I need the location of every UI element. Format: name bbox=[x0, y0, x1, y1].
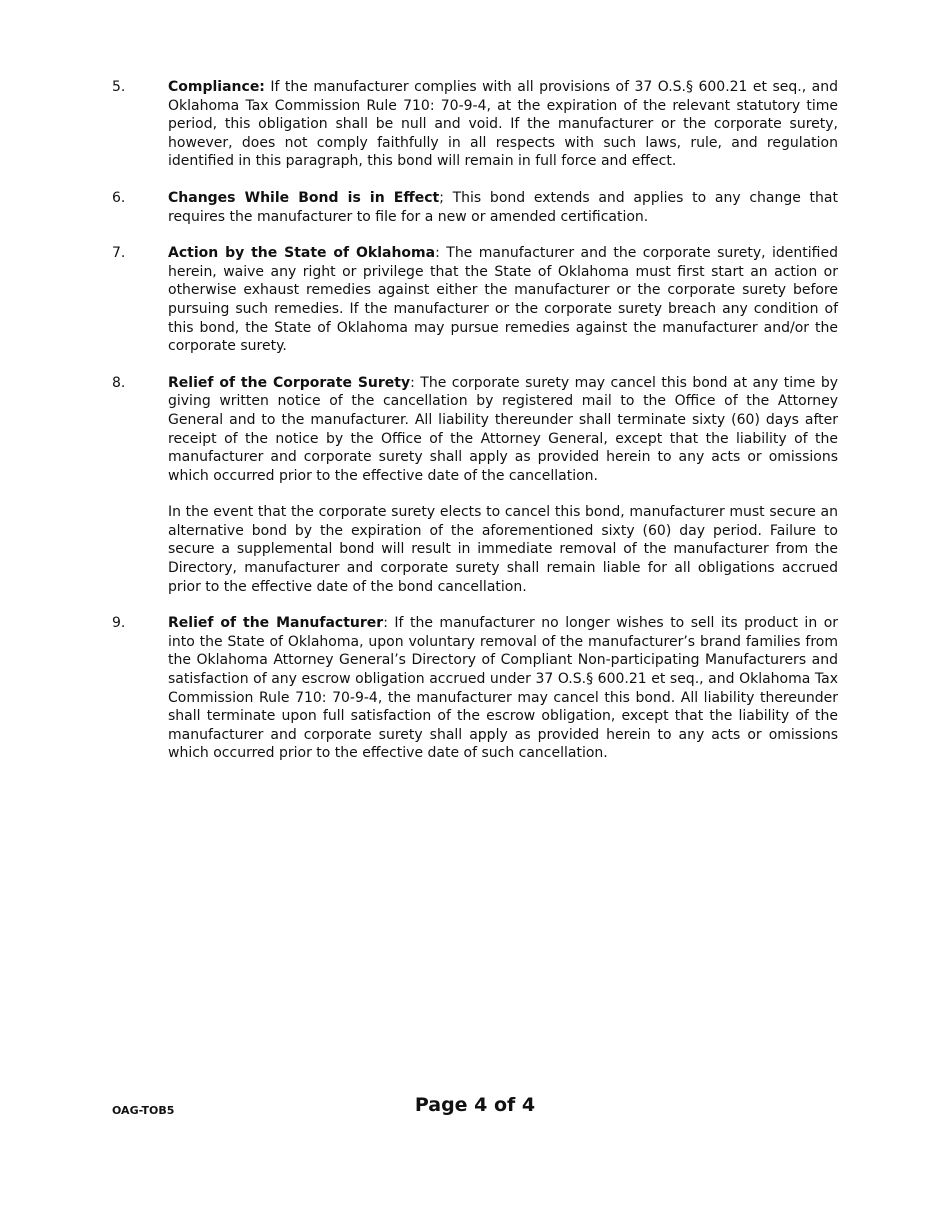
clause-text: : The manufacturer and the corporate surety, identified herein, waive any right or privilege that the State of Oklahoma must first start an action or otherwise exhaust remedies against either the manufacturer or the corporate surety before pursuing such remedies. If the manufacturer or the corporate surety breach any condition of this bond, the State of Oklahoma may pursue remedies against the manufacturer and/or the corporate surety. bbox=[168, 245, 838, 355]
clause-6 bbox=[112, 189, 840, 226]
clause-9 bbox=[112, 614, 840, 763]
page-number: Page 4 of 4 bbox=[414, 1094, 536, 1116]
clause-heading: Compliance: bbox=[168, 79, 265, 95]
numbered-clauses bbox=[112, 78, 840, 781]
clause-heading: Relief of the Corporate Surety bbox=[168, 374, 411, 391]
clause-number: 7. bbox=[112, 245, 126, 262]
clause-heading: Relief of the Manufacturer bbox=[168, 615, 384, 632]
clause-text: If the manufacturer complies with all provisions of 37 O.S.§ 600.21 et seq., and Oklahoma Tax Commission Rule 710: 70-9-4, at the expiration of the relevant statutory time period, this obligation shall be null and void. If the manufacturer or the corporate surety, however, does not comply faithfully in all respects with such laws, rule, and regulation identified in this paragraph, this bond will remain in full force and effect. bbox=[168, 79, 838, 170]
clause-body bbox=[168, 189, 838, 226]
clause-text: : The corporate surety may cancel this bond at any time by giving written notice of the cancellation by registered mail to the Office of the Attorney General and to the manufacturer. All liability thereunder shall terminate sixty (60) days after receipt of the notice by the Office of the Attorney General, except that the liability of the manufacturer and corporate surety shall apply as provided herein to any acts or omissions which occurred prior to the effective date of the cancellation. bbox=[168, 374, 838, 484]
clause-heading: Changes While Bond is in Effect bbox=[168, 189, 440, 206]
clause-number: 6. bbox=[112, 189, 126, 206]
clause-body bbox=[168, 374, 838, 597]
clause-number: 8. bbox=[112, 374, 126, 391]
clause-body bbox=[168, 78, 838, 171]
clause-body bbox=[168, 244, 838, 356]
clause-paragraph bbox=[168, 614, 838, 763]
clause-paragraph bbox=[168, 78, 838, 171]
form-code: OAG-TOB5 bbox=[112, 1104, 175, 1117]
clause-paragraph bbox=[168, 189, 838, 226]
clause-paragraph bbox=[168, 244, 838, 356]
clause-text: ; This bond extends and applies to any change that requires the manufacturer to file for a new or amended certification. bbox=[168, 189, 838, 225]
clause-text: : If the manufacturer no longer wishes to sell its product in or into the State of Oklahoma, upon voluntary removal of the manufacturer’s brand families from the Oklahoma Attorney General’s Directory of Compliant Non-participating Manufacturers and satisfaction of any escrow obligation accrued under 37 O.S.§ 600.21 et seq., and Oklahoma Tax Commission Rule 710: 70-9-4, the manufacturer may cancel this bond. All liability thereunder shall terminate upon full satisfaction of the escrow obligation, except that the liability of the manufacturer and corporate surety shall apply as provided herein to any acts or omissions which occurred prior to the effective date of such cancellation. bbox=[168, 615, 839, 762]
clause-number: 9. bbox=[112, 615, 126, 632]
clause-heading: Action by the State of Oklahoma bbox=[168, 245, 436, 262]
clause-extra-paragraph: In the event that the corporate surety elects to cancel this bond, manufacturer must secure an alternative bond by the expiration of the aforementioned sixty (60) day period. Failure to secure a supplemental bond will result in immediate removal of the manufacturer from the Directory, manufacturer and corporate surety shall remain liable for all obligations accrued prior to the effective date of the bond cancellation. bbox=[168, 504, 838, 595]
clause-8 bbox=[112, 374, 840, 597]
clause-body bbox=[168, 614, 838, 763]
clause-7 bbox=[112, 244, 840, 356]
clause-5 bbox=[112, 78, 840, 171]
clause-number: 5. bbox=[112, 79, 126, 95]
clause-paragraph bbox=[168, 374, 838, 486]
